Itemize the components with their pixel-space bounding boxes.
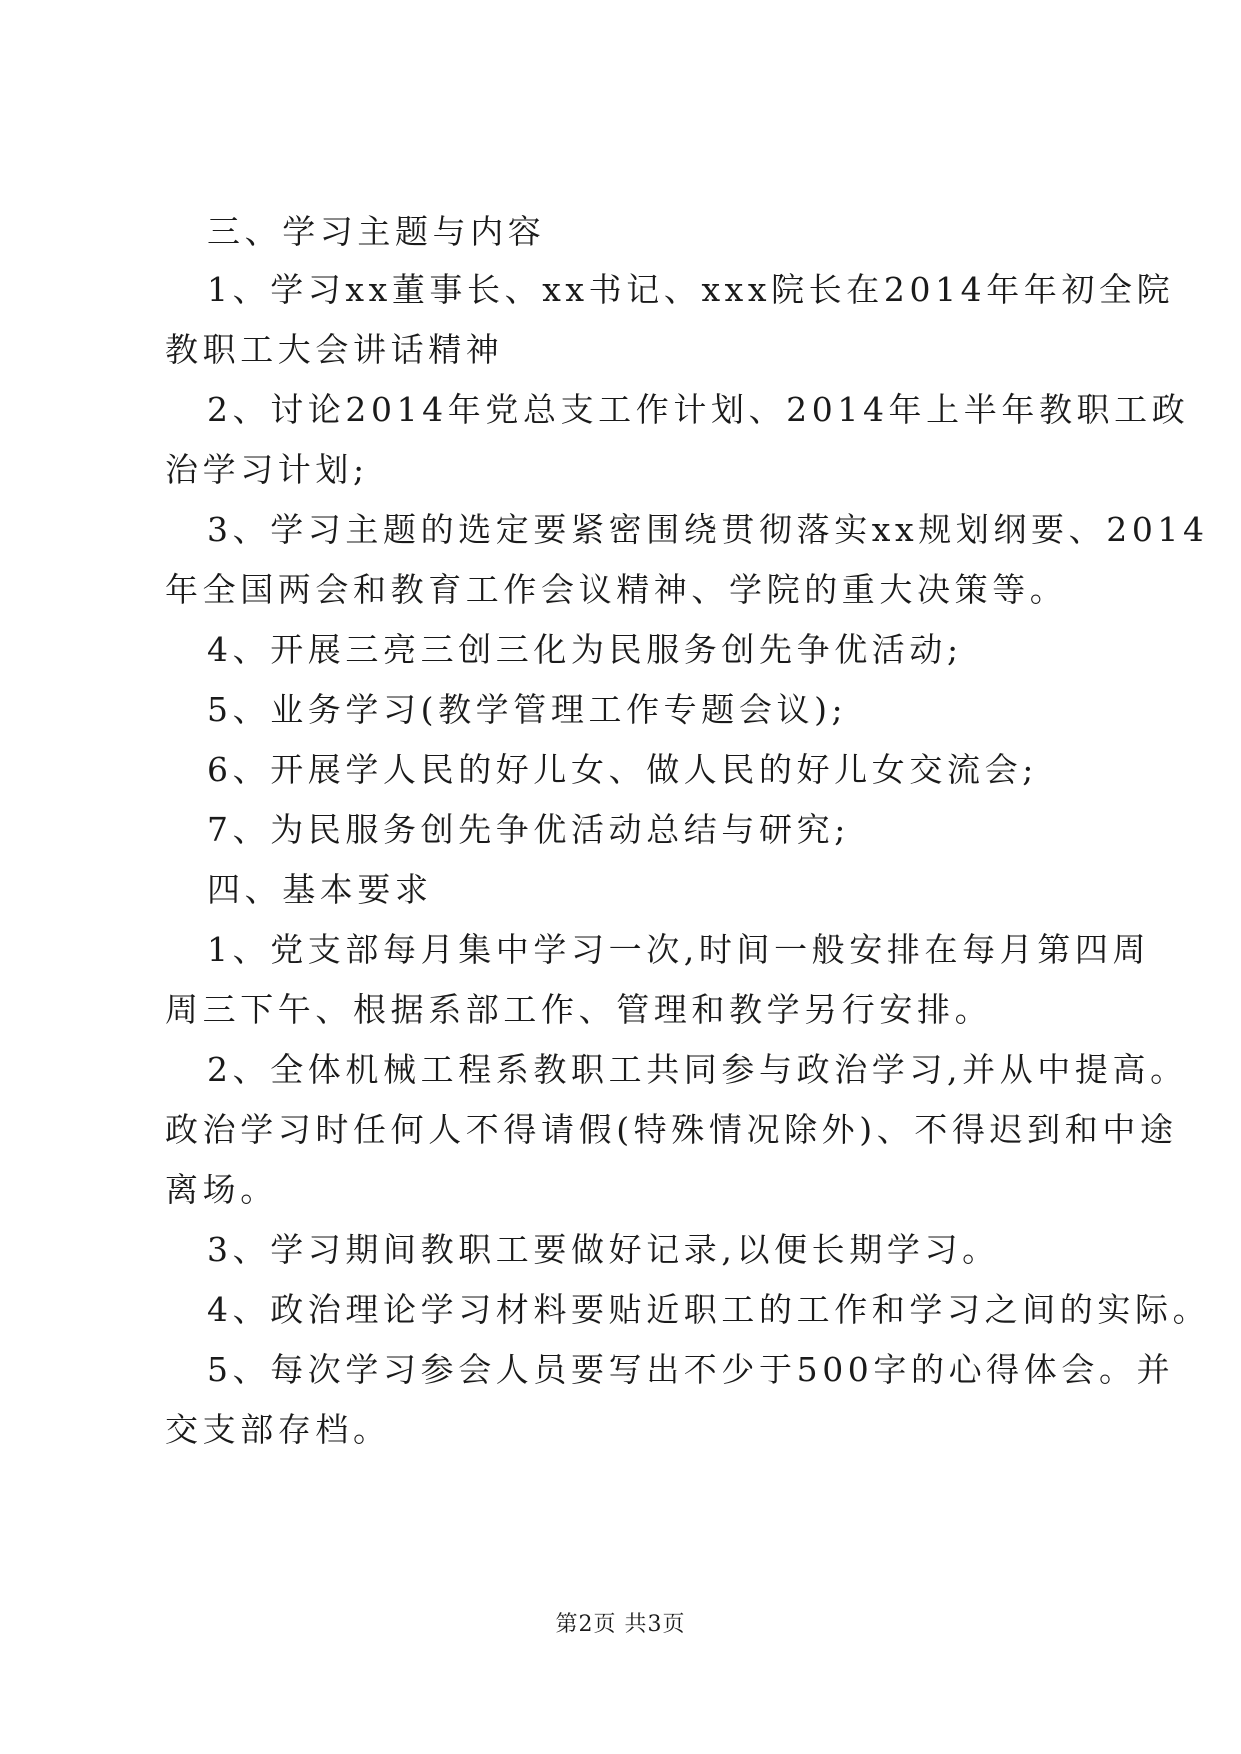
paragraph-line: 7、为民服务创先争优活动总结与研究; <box>207 810 850 849</box>
paragraph-line: 教职工大会讲话精神 <box>165 330 504 369</box>
paragraph-line: 5、业务学习(教学管理工作专题会议); <box>207 690 848 729</box>
section-heading-study-topics: 三、学习主题与内容 <box>207 212 546 251</box>
paragraph-line: 4、开展三亮三创三化为民服务创先争优活动; <box>207 630 963 669</box>
paragraph-line: 治学习计划; <box>165 450 369 489</box>
paragraph-line: 政治学习时任何人不得请假(特殊情况除外)、不得迟到和中途 <box>165 1110 1178 1149</box>
paragraph-line: 离场。 <box>165 1170 278 1209</box>
paragraph-line: 1、党支部每月集中学习一次,时间一般安排在每月第四周 <box>207 930 1151 969</box>
paragraph-line: 1、学习xx董事长、xx书记、xxx院长在2014年年初全院 <box>207 270 1175 309</box>
paragraph-line: 年全国两会和教育工作会议精神、学院的重大决策等。 <box>165 570 1068 609</box>
page-number-footer: 第2页 共3页 <box>555 1612 686 1637</box>
paragraph-line: 5、每次学习参会人员要写出不少于500字的心得体会。并 <box>207 1350 1175 1389</box>
paragraph-line: 交支部存档。 <box>165 1410 391 1449</box>
paragraph-line: 4、政治理论学习材料要贴近职工的工作和学习之间的实际。 <box>207 1290 1211 1329</box>
paragraph-line: 2、全体机械工程系教职工共同参与政治学习,并从中提高。 <box>207 1050 1188 1089</box>
paragraph-line: 3、学习主题的选定要紧密围绕贯彻落实xx规划纲要、2014 <box>207 510 1209 549</box>
paragraph-line: 周三下午、根据系部工作、管理和教学另行安排。 <box>165 990 993 1029</box>
paragraph-line: 2、讨论2014年党总支工作计划、2014年上半年教职工政 <box>207 390 1190 429</box>
section-heading-basic-requirements: 四、基本要求 <box>207 870 433 909</box>
paragraph-line: 3、学习期间教职工要做好记录,以便长期学习。 <box>207 1230 1000 1269</box>
paragraph-line: 6、开展学人民的好儿女、做人民的好儿女交流会; <box>207 750 1038 789</box>
